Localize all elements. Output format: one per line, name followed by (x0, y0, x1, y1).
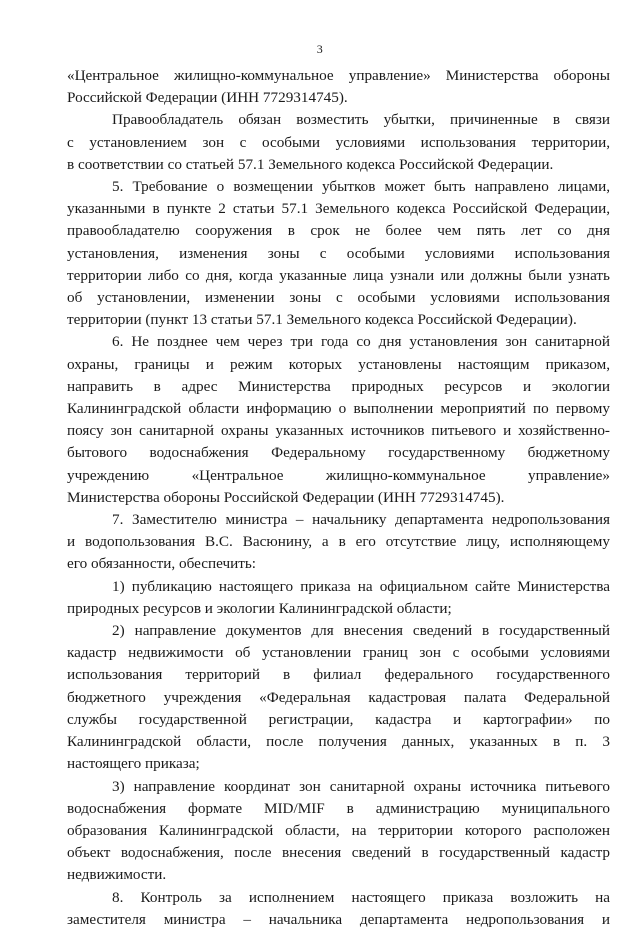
text-line: 1) публикацию настоящего приказа на официальном сайте Министерства (112, 577, 610, 595)
text-line: водоснабжения формате MID/MIF в администрацию муниципального (67, 799, 610, 817)
text-line: охраны, границы и режим которых установлены настоящим приказом, (67, 355, 610, 373)
text-line: 3) направление координат зон санитарной охраны источника питьевого (112, 777, 610, 795)
text-line: в соответствии со статьей 57.1 Земельного кодекса Российской Федерации. (67, 155, 554, 173)
text-line: об установлении, изменении зоны с особыми условиями использования (67, 289, 610, 307)
text-line: поясу зон санитарной охраны указанных источников питьевого и хозяйственно- (67, 422, 610, 440)
text-line: 6. Не позднее чем через три года со дня установления зон санитарной (112, 333, 610, 351)
text-line: указанными в пункте 2 статьи 57.1 Земельного кодекса Российской Федерации, (67, 200, 610, 218)
paragraph-p-losses (67, 109, 610, 176)
text-line: Правообладатель обязан возместить убытки, причиненные в связи (112, 111, 610, 129)
text-line: Министерства обороны Российской Федерации (ИНН 7729314745). (67, 488, 505, 506)
paragraph-p6 (67, 331, 610, 509)
text-line: установления, изменения зоны с особыми условиями использования (67, 244, 610, 262)
text-line: службы государственной регистрации, кадастра и картографии» по (67, 710, 610, 728)
text-line: настоящего приказа; (67, 755, 200, 773)
text-line: направить в адрес Министерства природных ресурсов и экологии (67, 377, 610, 395)
text-line: использования территорий в филиал федерального государственного (67, 666, 610, 684)
text-line: недвижимости. (67, 866, 167, 884)
text-line: правообладателю сооружения в срок не более чем пять лет со дня (67, 222, 610, 240)
document-body (67, 65, 610, 931)
text-line: учреждению «Центральное жилищно-коммунальное управление» (67, 466, 610, 484)
text-line: объект водоснабжения, после внесения сведений в государственный кадастр (67, 844, 610, 862)
text-line: бюджетного учреждения «Федеральная кадастровая палата Федеральной (67, 688, 610, 706)
text-line: 8. Контроль за исполнением настоящего приказа возложить на (112, 888, 610, 906)
paragraph-p7-1 (67, 576, 610, 620)
text-line: Калининградской области информацию о выполнении мероприятий по первому (67, 400, 610, 418)
paragraph-p7-3 (67, 776, 610, 887)
text-line: 7. Заместителю министра – начальнику департамента недропользования (112, 511, 610, 529)
paragraph-cont (67, 65, 610, 109)
text-line: образования Калининградской области, на территории которого расположен (67, 821, 610, 839)
text-line: заместителя министра – начальника департамента недропользования и (67, 910, 610, 928)
text-line: и водопользования В.С. Васюнину, а в его отсутствие лицу, исполняющему (67, 533, 610, 551)
text-line: «Центральное жилищно-коммунальное управление» Министерства обороны (67, 67, 610, 84)
paragraph-p7 (67, 509, 610, 576)
paragraph-p7-2 (67, 620, 610, 775)
page-number: 3 (316, 42, 324, 56)
text-line: Калининградской области, после получения данных, указанных в п. 3 (67, 733, 610, 751)
text-line: с установлением зон с особыми условиями использования территории, (67, 133, 610, 151)
text-line: Российской Федерации (ИНН 7729314745). (67, 89, 348, 107)
text-line: 2) направление документов для внесения сведений в государственный (112, 622, 610, 640)
text-line: его обязанности, обеспечить: (67, 555, 256, 573)
paragraph-p8 (67, 887, 610, 931)
text-line: кадастр недвижимости об установлении границ зон с особыми условиями (67, 644, 610, 662)
text-line: территории либо со дня, когда указанные лица узнали или должны были узнать (67, 266, 610, 284)
text-line: 5. Требование о возмещении убытков может быть направлено лицами, (112, 178, 610, 196)
text-line: бытового водоснабжения Федеральному государственному бюджетному (67, 444, 610, 462)
text-line: территории (пункт 13 статьи 57.1 Земельного кодекса Российской Федерации). (67, 311, 577, 329)
text-line: природных ресурсов и экологии Калининградской области; (67, 599, 452, 617)
paragraph-p5 (67, 176, 610, 331)
